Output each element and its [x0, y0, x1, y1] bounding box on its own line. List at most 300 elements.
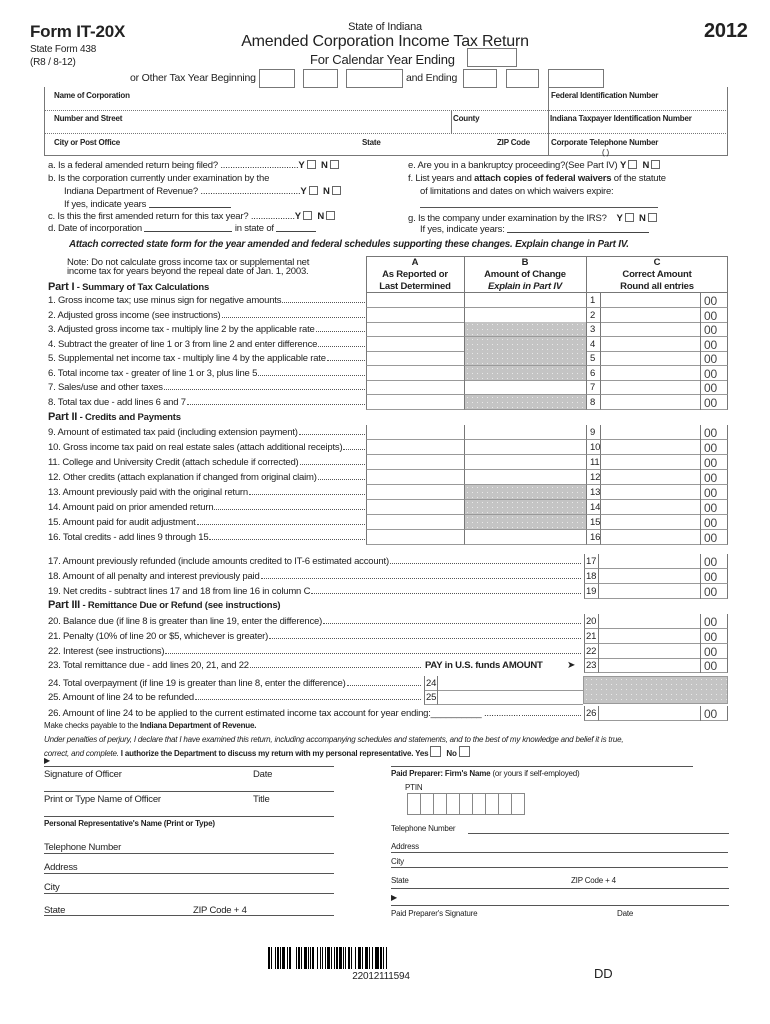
- rep-phone-label: Telephone Number: [44, 842, 122, 853]
- line-number: 9: [590, 427, 596, 438]
- dot-leader: [316, 324, 365, 332]
- dot-leader: [222, 310, 365, 318]
- question-a-no-checkbox[interactable]: [330, 160, 339, 169]
- line-15-column-a-input[interactable]: [366, 515, 464, 530]
- dot-leader: [318, 339, 365, 347]
- question-e: e. Are you in a bankruptcy proceeding?(See Part IV): [408, 160, 618, 171]
- dot-leader: [318, 472, 365, 480]
- question-b-years-label: If yes, indicate years: [64, 199, 147, 210]
- line-5-column-b-shaded: [464, 351, 586, 366]
- line-label-text: 3. Adjusted gross income tax - multiply line 2 by the applicable rate: [48, 324, 315, 335]
- officer-date-label: Date: [253, 769, 273, 780]
- line-label: [48, 678, 422, 689]
- calendar-year-ending-field[interactable]: [467, 48, 517, 67]
- dot-leader: [261, 571, 581, 579]
- table-row: [0, 380, 770, 395]
- part1-title: Part I: [48, 281, 75, 293]
- cents-divider: [700, 500, 701, 515]
- line-16-column-b-input[interactable]: [464, 530, 586, 545]
- line-label-text: 8. Total tax due - add lines 6 and 7: [48, 396, 186, 408]
- line-label: [48, 692, 422, 703]
- line-number: 19: [586, 586, 597, 597]
- question-g: Is the company under examination by the IRS?: [417, 213, 607, 224]
- question-b-no-checkbox[interactable]: [332, 186, 341, 195]
- cents-label: 00: [704, 456, 717, 470]
- line-3-column-b-shaded: [464, 322, 586, 337]
- line-label: [48, 586, 582, 597]
- line-9-column-b-input[interactable]: [464, 425, 586, 440]
- dot-leader: [269, 631, 581, 639]
- preparer-sign-arrow-icon: ▶: [391, 893, 397, 902]
- preparer-phone-label: Telephone Number: [391, 824, 456, 833]
- cents-divider: [700, 644, 701, 659]
- line-number: 21: [586, 631, 597, 642]
- dot-leader: [311, 586, 581, 594]
- cents-label: 00: [704, 645, 717, 659]
- cents-label: 00: [704, 471, 717, 485]
- cents-label: 00: [704, 531, 717, 545]
- rep-city-field[interactable]: [44, 893, 334, 894]
- column-b-header: B Amount of Change Explain in Part IV: [484, 257, 566, 292]
- question-f: f. List years and attach copies of federal waivers of the statute: [408, 173, 666, 184]
- line-label-text: 20. Balance due (if line 8 is greater than line 19, enter the difference): [48, 616, 323, 627]
- cents-label: 00: [704, 337, 717, 352]
- checks-payable: Make checks payable to the: [44, 721, 140, 730]
- dot-leader: [197, 517, 365, 525]
- line-7-column-a-input[interactable]: [366, 380, 464, 395]
- preparer-state-zip-field[interactable]: [391, 888, 729, 889]
- line-label-text: 16. Total credits - add lines 9 through 15: [48, 532, 209, 543]
- cents-label: 00: [704, 501, 717, 515]
- line-number: 7: [590, 382, 596, 393]
- form-revision: (R8 / 8-12): [30, 57, 76, 68]
- line-label-text: 19. Net credits - subtract lines 17 and 18 from line 16 in column C: [48, 586, 311, 597]
- calendar-year-label: For Calendar Year Ending: [310, 52, 455, 67]
- table-row: [0, 366, 770, 381]
- cents-label: 00: [704, 630, 717, 644]
- line-label: [48, 556, 582, 567]
- line-8-column-a-input[interactable]: [366, 395, 464, 410]
- dot-leader: [258, 368, 365, 376]
- table-row: [0, 584, 770, 599]
- cents-divider: [700, 380, 701, 395]
- question-b-cont: Indiana Department of Revenue? .........................................: [64, 186, 301, 197]
- dot-leader: [390, 556, 581, 564]
- barcode-number: 22012111594: [352, 971, 410, 982]
- cents-label: 00: [704, 555, 717, 569]
- rep-zip-label: ZIP Code + 4: [193, 905, 247, 916]
- cents-label: 00: [704, 570, 717, 584]
- firm-name-label: Paid Preparer: Firm's Name: [391, 769, 491, 778]
- line-label-text: 13. Amount previously paid with the original return: [48, 487, 248, 498]
- repeal-note-2: income tax for years beyond the repeal date of Jan. 1, 2003.: [67, 266, 309, 277]
- table-row: [0, 614, 770, 629]
- rep-name-field[interactable]: [44, 816, 334, 817]
- question-b-years-field[interactable]: [149, 199, 231, 208]
- table-row: [0, 425, 770, 440]
- cents-label: 00: [704, 395, 717, 410]
- cents-label: 00: [704, 615, 717, 629]
- zip-field[interactable]: ZIP Code: [497, 138, 530, 147]
- cents-label: 00: [704, 441, 717, 455]
- city-field[interactable]: City or Post Office: [54, 138, 120, 147]
- line-14-column-a-input[interactable]: [366, 500, 464, 515]
- table-row: [0, 485, 770, 500]
- line-label: [48, 571, 582, 582]
- perjury-statement: Under penalties of perjury, I declare that I have examined this return, including accompanying schedules and statements, and to the best of my knowledge and belief it is true,: [44, 735, 624, 744]
- question-f-cont: of limitations and dates on which waivers expire:: [420, 186, 614, 197]
- line-label-text: 12. Other credits (attach explanation if changed from original claim): [48, 472, 317, 483]
- line-3-column-a-input[interactable]: [366, 322, 464, 337]
- begin-month-field[interactable]: [259, 69, 295, 88]
- cents-divider: [700, 658, 701, 673]
- line-5-column-a-input[interactable]: [366, 351, 464, 366]
- line-9-column-a-input[interactable]: [366, 425, 464, 440]
- line-label-text: 4. Subtract the greater of line 1 or 3 from line 2 and enter difference: [48, 338, 318, 350]
- line-number: 11: [590, 457, 600, 468]
- cents-divider: [700, 706, 701, 721]
- line-4-column-b-shaded: [464, 337, 586, 352]
- line-16-column-a-input[interactable]: [366, 530, 464, 545]
- dot-leader: [187, 397, 365, 405]
- dot-leader: [249, 487, 365, 495]
- line-label-text: 24. Total overpayment (if line 19 is greater than line 8, enter the difference): [48, 678, 346, 689]
- ptin-digit-box[interactable]: [459, 793, 473, 815]
- form-number: Form IT-20X: [30, 22, 126, 41]
- cents-label: 00: [704, 426, 717, 440]
- preparer-zip-label: ZIP Code + 4: [571, 876, 616, 885]
- table-row: [0, 337, 770, 352]
- begin-year-field[interactable]: [346, 69, 403, 88]
- table-row: [0, 470, 770, 485]
- table-row: [0, 395, 770, 410]
- table-row: [0, 322, 770, 337]
- ptin-digit-box[interactable]: [420, 793, 434, 815]
- line-label-text: 15. Amount paid for audit adjustment: [48, 517, 196, 528]
- line-label: [48, 631, 582, 642]
- dot-leader: [522, 708, 581, 716]
- column-c-header: C Correct Amount Round all entries: [620, 257, 694, 292]
- line-number: 15: [590, 517, 601, 528]
- state-form-number: State Form 438: [30, 44, 97, 55]
- end-month-field[interactable]: [463, 69, 497, 88]
- question-a: a. Is a federal amended return being filed? ................................: [48, 160, 299, 171]
- ptin-digit-box[interactable]: [511, 793, 525, 815]
- cents-divider: [700, 322, 701, 337]
- cents-label: 00: [704, 659, 717, 673]
- line-10-column-b-input[interactable]: [464, 440, 586, 455]
- cents-divider: [700, 395, 701, 410]
- question-b: b. Is the corporation currently under examination by the: [48, 173, 270, 184]
- authorize-statement: I authorize the Department to discuss my return with my personal representative. Yes: [118, 749, 429, 758]
- line-label-text: 5. Supplemental net income tax - multiply line 4 by the applicable rate: [48, 353, 326, 364]
- cents-divider: [700, 530, 701, 545]
- street-field[interactable]: Number and Street: [54, 114, 123, 123]
- table-row: [0, 658, 770, 673]
- question-c-no-checkbox[interactable]: [326, 211, 335, 220]
- state-field[interactable]: State: [362, 138, 381, 147]
- officer-signature-field[interactable]: [44, 766, 334, 767]
- table-row: [0, 293, 770, 308]
- line-4-column-a-input[interactable]: [366, 337, 464, 352]
- line-number: 1: [590, 295, 596, 306]
- waiver-years-field[interactable]: [420, 207, 658, 208]
- cents-label: 00: [704, 323, 717, 337]
- line-14-column-b-shaded: [464, 500, 586, 515]
- cents-label: 00: [704, 486, 717, 500]
- rep-city-label: City: [44, 882, 60, 893]
- ptin-field[interactable]: [408, 793, 525, 815]
- line-11-column-a-input[interactable]: [366, 455, 464, 470]
- table-row: [0, 351, 770, 366]
- cents-label: 00: [704, 308, 717, 323]
- line-number: 26: [586, 708, 597, 719]
- line-24-amount-input[interactable]: [437, 676, 583, 691]
- table-row: [0, 500, 770, 515]
- sign-arrow-icon: ▶: [44, 756, 50, 765]
- form-code: DD: [594, 966, 613, 981]
- line-6-column-b-shaded: [464, 366, 586, 381]
- repeal-note-1: Note: Do not calculate gross income tax or supplemental net: [67, 257, 310, 268]
- question-g-no-checkbox[interactable]: [648, 213, 657, 222]
- line-8-column-b-shaded: [464, 395, 586, 410]
- line-label: [48, 472, 366, 483]
- line-number: 24: [426, 678, 437, 689]
- line-2-column-b-input[interactable]: [464, 308, 586, 323]
- line-number: 12: [590, 472, 601, 483]
- line-label: [48, 339, 366, 350]
- preparer-phone-field[interactable]: [468, 833, 729, 834]
- cents-label: 00: [704, 707, 717, 721]
- ptin-digit-box[interactable]: [446, 793, 460, 815]
- dot-leader: [209, 532, 365, 540]
- county-field[interactable]: County: [453, 114, 480, 123]
- line-number: 20: [586, 616, 597, 627]
- other-year-label: or Other Tax Year Beginning: [130, 72, 256, 84]
- cents-divider: [700, 351, 701, 366]
- line-number: 3: [590, 324, 596, 335]
- table-row: [0, 629, 770, 644]
- attach-instructions: Attach corrected state form for the year amended and federal schedules supporting these changes. Explain change in Part IV.: [69, 239, 629, 250]
- line-13-column-b-shaded: [464, 485, 586, 500]
- line-label: [48, 502, 366, 513]
- state-name: State of Indiana: [348, 21, 422, 33]
- line-number: 6: [590, 367, 596, 379]
- line-label-text: 11. College and University Credit (attach schedule if corrected): [48, 457, 299, 468]
- line-number: 4: [590, 338, 596, 350]
- line-label-text: 14. Amount paid on prior amended return: [48, 502, 214, 513]
- cents-divider: [700, 455, 701, 470]
- corporation-name-field[interactable]: Name of Corporation: [54, 91, 130, 100]
- barcode: [268, 947, 494, 969]
- cents-divider: [700, 515, 701, 530]
- incorporation-date-field[interactable]: [144, 223, 232, 232]
- preparer-date-label: Date: [617, 909, 634, 918]
- line-25-amount-input[interactable]: [437, 690, 583, 705]
- line-label: [48, 708, 582, 719]
- officer-name-label: Print or Type Name of Officer: [44, 794, 161, 805]
- cents-divider: [700, 629, 701, 644]
- question-e-yes-checkbox[interactable]: [628, 160, 637, 169]
- line-label: [48, 368, 366, 379]
- ptin-digit-box[interactable]: [407, 793, 421, 815]
- dot-leader: [165, 646, 581, 654]
- line-number: 14: [590, 502, 601, 513]
- line-label: [48, 397, 366, 408]
- line-label: [48, 427, 366, 438]
- line-12-column-b-input[interactable]: [464, 470, 586, 485]
- ptin-digit-box[interactable]: [485, 793, 499, 815]
- begin-day-field[interactable]: [303, 69, 338, 88]
- line-label-text: 2. Adjusted gross income (see instructions): [48, 309, 221, 321]
- line-label: [48, 487, 366, 498]
- dot-leader: [323, 616, 581, 624]
- preparer-signature-field[interactable]: [391, 905, 729, 906]
- line-1-column-b-input[interactable]: [464, 293, 586, 308]
- officer-title-label: Title: [253, 794, 270, 805]
- table-row: [0, 644, 770, 659]
- line-label: [48, 616, 582, 627]
- dot-leader: [300, 457, 365, 465]
- line-1-column-a-input[interactable]: [366, 293, 464, 308]
- line-label-text: 21. Penalty (10% of line 20 or $5, whichever is greater): [48, 631, 269, 642]
- line-number: 8: [590, 396, 596, 408]
- cents-label: 00: [704, 381, 717, 395]
- ptin-digit-box[interactable]: [498, 793, 512, 815]
- line-number: 23: [586, 660, 597, 671]
- rep-phone-field[interactable]: [44, 853, 334, 854]
- cents-divider: [700, 337, 701, 352]
- dot-leader: [195, 692, 421, 700]
- line-label: [48, 295, 366, 306]
- cents-label: 00: [704, 294, 717, 308]
- line-label-text: 9. Amount of estimated tax paid (including extension payment): [48, 427, 298, 438]
- dot-leader: [327, 353, 365, 361]
- column-a-header: A As Reported or Last Determined: [379, 257, 451, 292]
- rep-state-zip-field[interactable]: [44, 915, 334, 916]
- dot-leader: [164, 382, 365, 390]
- line-label: [48, 646, 582, 657]
- line-2-column-a-input[interactable]: [366, 308, 464, 323]
- officer-signature-label: Signature of Officer: [44, 769, 122, 780]
- cents-divider: [700, 293, 701, 308]
- question-c-yes-checkbox[interactable]: [303, 211, 312, 220]
- line-label-text: 26. Amount of line 24 to be applied to the current estimated income tax account for year ending:__________ ...............: [48, 708, 521, 719]
- table-row: [0, 455, 770, 470]
- cents-label: 00: [704, 585, 717, 599]
- line-label: [48, 382, 366, 393]
- end-year-field[interactable]: [548, 69, 604, 88]
- line-number: 10: [590, 442, 601, 453]
- cents-divider: [700, 440, 701, 455]
- arrow-icon: ➤: [567, 660, 576, 671]
- dot-leader: [343, 442, 365, 450]
- line-10-column-a-input[interactable]: [366, 440, 464, 455]
- line-label: [48, 442, 366, 453]
- line-24-25-shaded: [583, 676, 728, 704]
- line-label: [48, 457, 366, 468]
- preparer-address-field[interactable]: [391, 852, 728, 853]
- cents-divider: [700, 366, 701, 381]
- line-12-column-a-input[interactable]: [366, 470, 464, 485]
- line-label-text: 1. Gross income tax; use minus sign for negative amounts: [48, 295, 282, 306]
- table-row: [0, 308, 770, 323]
- line-label: [48, 324, 366, 335]
- form-title: Amended Corporation Income Tax Return: [241, 33, 529, 50]
- end-day-field[interactable]: [506, 69, 539, 88]
- question-g-years-label: If yes, indicate years:: [420, 224, 505, 235]
- line-label: [48, 517, 366, 528]
- question-a-yes-checkbox[interactable]: [307, 160, 316, 169]
- cents-divider: [700, 485, 701, 500]
- preparer-signature-label: Paid Preparer's Signature: [391, 909, 478, 918]
- question-g-yes-checkbox[interactable]: [625, 213, 634, 222]
- line-7-column-b-input[interactable]: [464, 380, 586, 395]
- indiana-tid-field[interactable]: Indiana Taxpayer Identification Number: [550, 114, 692, 123]
- authorize-no-checkbox[interactable]: [459, 746, 470, 757]
- table-row: [0, 515, 770, 530]
- authorize-yes-checkbox[interactable]: [430, 746, 441, 757]
- line-label-text: 25. Amount of line 24 to be refunded: [48, 692, 194, 703]
- line-13-column-a-input[interactable]: [366, 485, 464, 500]
- cents-divider: [700, 584, 701, 599]
- line-15-column-b-shaded: [464, 515, 586, 530]
- rep-address-field[interactable]: [44, 873, 334, 874]
- fein-field[interactable]: Federal Identification Number: [551, 91, 659, 100]
- cents-divider: [700, 425, 701, 440]
- line-label-text: 18. Amount of all penalty and interest previously paid: [48, 571, 260, 582]
- ptin-digit-box[interactable]: [472, 793, 486, 815]
- cents-divider: [700, 614, 701, 629]
- officer-name-field[interactable]: [44, 791, 334, 792]
- ptin-label: PTIN: [405, 783, 423, 792]
- ptin-digit-box[interactable]: [433, 793, 447, 815]
- question-c: c. Is this the first amended return for this tax year? ..................: [48, 211, 295, 222]
- cents-divider: [700, 554, 701, 569]
- line-number: 17: [586, 556, 597, 567]
- preparer-city-label: City: [391, 857, 404, 866]
- cents-label: 00: [704, 352, 717, 366]
- line-label: [48, 660, 422, 671]
- line-number: 5: [590, 353, 596, 364]
- phone-field[interactable]: Corporate Telephone Number: [551, 138, 659, 147]
- part3-title: Part III: [48, 599, 81, 611]
- table-row: [0, 706, 770, 721]
- irs-years-field[interactable]: [507, 224, 649, 233]
- line-label: [48, 310, 366, 321]
- question-e-no-checkbox[interactable]: [651, 160, 660, 169]
- rep-state-label: State: [44, 905, 66, 916]
- question-b-yes-checkbox[interactable]: [309, 186, 318, 195]
- rep-name-label: Personal Representative's Name (Print or Type): [44, 819, 215, 828]
- line-number: 18: [586, 571, 597, 582]
- and-ending-label: and Ending: [406, 72, 458, 84]
- rep-address-label: Address: [44, 862, 78, 873]
- cents-divider: [700, 470, 701, 485]
- part2-title: Part II: [48, 411, 78, 423]
- line-11-column-b-input[interactable]: [464, 455, 586, 470]
- firm-name-field[interactable]: [391, 766, 693, 767]
- preparer-state-label: State: [391, 876, 409, 885]
- table-row: [0, 569, 770, 584]
- phone-parens: ( ): [602, 148, 609, 157]
- incorporation-state-field[interactable]: [276, 223, 316, 232]
- preparer-city-field[interactable]: [391, 867, 728, 868]
- line-label-text: 6. Total income tax - greater of line 1 or 3, plus line 5: [48, 367, 258, 379]
- dot-leader: [214, 502, 365, 510]
- preparer-address-label: Address: [391, 842, 419, 851]
- line-6-column-a-input[interactable]: [366, 366, 464, 381]
